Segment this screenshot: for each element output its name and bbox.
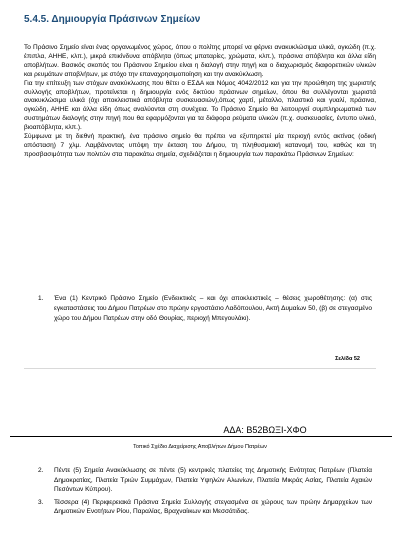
paragraph-3: Σύμφωνα με τη διεθνή πρακτική, ένα πράσινο σημείο θα πρέπει να εξυπηρετεί μία περιοχή εντός ακτίνας (οδική απόσταση) 7 χλμ. Λαμβάνοντας υπόψη την έκταση του Δήμου, τη πληθυσμιακή κατανομή του, καθώς και τη προσβασιμότητα των πολιτών στα παρακάτω σημεία, σχεδιάζεται η δημιουργία των παρακάτω Πράσινων Σημείων:: [24, 133, 376, 158]
list-item-number: 1.: [38, 295, 44, 302]
green-points-list-page-1: [38, 294, 372, 324]
running-header: Τοπικό Σχέδιο Διαχείρισης Αποβλήτων Δήμου Πατρέων: [133, 444, 267, 450]
page-separator: [0, 376, 400, 388]
list-item-text: Ένα (1) Κεντρικό Πράσινο Σημείο (Ενδεικτικές – και όχι αποκλειστικές – θέσεις χωροθέτησης: (α) στις εγκαταστάσεις του Δήμου Πατρέων στο πρώην εργοστάσιο Λαδόπουλου, Ακτή Δυμαίων 50, (β) σε στεγασμένο χώρο του Δήμου Πατρέων στην οδό Θουρίας, περιοχή Μπεγουλάκι).: [54, 295, 372, 322]
paragraph-2: Για την επίτευξη των στόχων ανακύκλωσης που θέτει ο ΕΣΔΑ και Νόμος 4042/2012 και για την προώθηση της χωριστής συλλογής αποβλήτων, προτείνεται η δημιουργία ενός δικτύου πράσινων σημείων, όπου θα συλλέγονται χωριστά ανακυκλώσιμα υλικά (όχι αποκλειστικά απόβλητα συσκευασιών),όπως χαρτί, μέταλλο, πλαστικό και γυαλί, πράσινα, ογκώδη, ΑΗΗΕ και άλλα είδη όπως αναλύονται στη συνέχεια. Το Πράσινο Σημείο θα λειτουργεί συμπληρωματικά των συστημάτων διαλογής στην πηγή που θα εφαρμόζονται για τα διάφορα ρεύματα υλικών (π.χ. συσκευασίες, έντυπο υλικό, βιοαπόβλητα, κλπ.).: [24, 79, 376, 132]
list-item: [38, 498, 372, 517]
header-rule: [10, 436, 392, 437]
list-item: [38, 466, 372, 495]
list-item-text: Τέσσερα (4) Περιφερειακά Πράσινα Σημεία Συλλογής στεγασμένα σε χώρους των πρώην Δημαρχείων των Δημοτικών Ενοτήτων Ρίου, Παραλίας, Βραχναίικων και Μεσσάτιδας.: [54, 498, 372, 515]
list-item-text: Πέντε (5) Σημεία Ανακύκλωσης σε πέντε (5) κεντρικές πλατείες της Δημοτικής Ενότητας Πατρέων (Πλατεία Δημοκρατίας, Πλατεία Τριών Συμμάχων, Πλατεία Υψηλών Αλωνίων, Πλατεία Μικράς Ασίας, Πλατεία Αχαιών Πεσόντων Κύπρου).: [54, 467, 372, 493]
paragraph-1: Το Πράσινο Σημείο είναι ένας οργανωμένος χώρος, όπου ο πολίτης μπορεί να φέρνει ανακυκλώσιμα υλικά, ογκώδη (π.χ. έπιπλα, ΑΗΗΕ, κλπ.), μικρά επικίνδυνα απόβλητα (όπως μπαταρίες, χρώματα, κλπ.), πράσινα απόβλητα και άλλα είδη αποβλήτων. Βασικός σκοπός του Πράσινου Σημείου είναι η διαλογή στην πηγή και ο διαχωρισμός διαφορετικών υλικών και ρευμάτων αποβλήτων, με στόχο την επαναχρησιμοποίηση και την ανακύκλωση.: [24, 44, 376, 78]
ada-code: ΑΔΑ: Β52ΒΩΞΙ-ΧΦΟ: [223, 425, 307, 435]
page-divider: [24, 368, 376, 369]
list-item-number: 3.: [38, 498, 44, 506]
page-number: Σελίδα 52: [335, 356, 360, 362]
green-points-list-page-2: [38, 466, 372, 520]
list-item-number: 2.: [38, 467, 44, 474]
body-text: [24, 44, 376, 160]
list-item: [38, 294, 372, 324]
section-heading: 5.4.5. Δημιουργία Πράσινων Σημείων: [24, 14, 201, 25]
